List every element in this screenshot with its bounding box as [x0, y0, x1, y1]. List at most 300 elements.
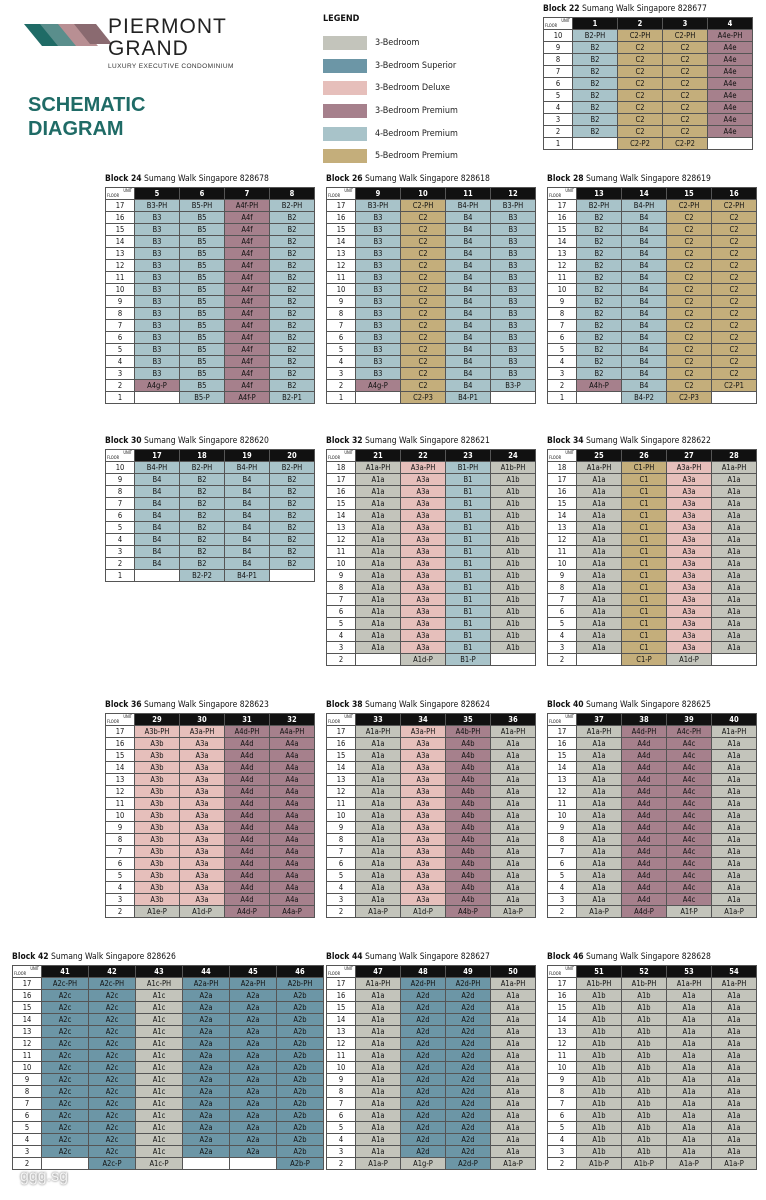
floor-row: [544, 42, 753, 54]
block-title: [105, 436, 315, 447]
unit-cell: A4d-PH: [622, 726, 667, 738]
floor-row: [327, 1026, 536, 1038]
floor-row: [548, 462, 757, 474]
unit-cell: A3b: [135, 846, 180, 858]
unit-cell: A1a: [491, 1038, 536, 1050]
unit-cell: A1a: [356, 522, 401, 534]
unit-cell: A1a: [356, 750, 401, 762]
unit-label: UNIT: [123, 450, 132, 455]
unit-cell: B2: [270, 534, 315, 546]
unit-number: 6: [180, 188, 225, 200]
floor-number: 9: [327, 570, 356, 582]
floor-number: 13: [327, 774, 356, 786]
floor-number: 9: [106, 822, 135, 834]
unit-cell: A1a: [712, 882, 757, 894]
floor-number: 14: [327, 236, 356, 248]
unit-floor-corner: [106, 450, 135, 462]
unit-cell: A2d: [446, 1050, 491, 1062]
floor-row: [548, 344, 757, 356]
floor-row: [327, 606, 536, 618]
unit-cell: A1a: [712, 738, 757, 750]
unit-cell: A1a: [712, 810, 757, 822]
floor-number: 11: [548, 272, 577, 284]
floor-number: 8: [548, 308, 577, 320]
floor-number: 7: [327, 594, 356, 606]
floor-number: 7: [548, 320, 577, 332]
floor-number: 15: [106, 750, 135, 762]
unit-cell: A1a: [577, 594, 622, 606]
floor-number: 17: [327, 978, 356, 990]
unit-cell: A1a: [577, 834, 622, 846]
unit-floor-corner: [548, 966, 577, 978]
floor-row: [327, 296, 536, 308]
floor-number: 2: [327, 654, 356, 666]
floor-row: [548, 786, 757, 798]
legend-swatch: [323, 36, 367, 50]
floor-number: 7: [327, 1098, 356, 1110]
unit-cell: A1a: [356, 810, 401, 822]
unit-cell: A1c: [136, 1086, 183, 1098]
unit-cell: C2: [667, 272, 712, 284]
floor-number: 4: [327, 356, 356, 368]
floor-number: 7: [327, 320, 356, 332]
unit-cell: A1a: [667, 990, 712, 1002]
floor-row: [106, 870, 315, 882]
unit-cell: A1b: [577, 1014, 622, 1026]
floor-number: 6: [548, 332, 577, 344]
unit-cell: A1a: [491, 750, 536, 762]
unit-number: 15: [667, 188, 712, 200]
floor-row: [106, 368, 315, 380]
unit-cell: A2a: [230, 990, 277, 1002]
unit-header-row: [327, 188, 536, 200]
unit-cell: B4: [446, 248, 491, 260]
floor-number: 11: [548, 798, 577, 810]
unit-cell: C2: [667, 296, 712, 308]
unit-cell: C2: [401, 212, 446, 224]
unit-cell: B4: [446, 308, 491, 320]
unit-cell: A3b: [135, 738, 180, 750]
unit-cell: B4: [446, 236, 491, 248]
empty-cell: [135, 570, 180, 582]
unit-cell: A3b: [135, 870, 180, 882]
unit-cell: A4a: [270, 894, 315, 906]
unit-cell: B5: [180, 320, 225, 332]
unit-grid: [326, 965, 536, 1170]
floor-number: 17: [13, 978, 42, 990]
unit-cell: A1a: [356, 1014, 401, 1026]
floor-number: 4: [548, 630, 577, 642]
floor-number: 3: [13, 1146, 42, 1158]
unit-cell: A1a: [577, 786, 622, 798]
unit-cell: B3: [491, 272, 536, 284]
floor-row: [106, 522, 315, 534]
unit-cell: A3b: [135, 810, 180, 822]
floor-row: [548, 1074, 757, 1086]
unit-cell: C1: [622, 510, 667, 522]
floor-row: [548, 762, 757, 774]
unit-cell: B3-PH: [135, 200, 180, 212]
floor-row: [327, 582, 536, 594]
floor-label: FLOOR: [549, 193, 562, 198]
unit-cell: C2: [618, 54, 663, 66]
block-name: Block 36: [105, 700, 142, 710]
unit-cell: B4-PH: [622, 200, 667, 212]
floor-row: [327, 236, 536, 248]
floor-number: 12: [13, 1038, 42, 1050]
unit-cell: A1b: [622, 990, 667, 1002]
floor-row: [106, 236, 315, 248]
floor-label: FLOOR: [549, 455, 562, 460]
unit-cell: B2: [270, 510, 315, 522]
floor-row: [327, 762, 536, 774]
floor-number: 10: [327, 558, 356, 570]
unit-cell: C2: [667, 320, 712, 332]
unit-cell: A1a: [356, 882, 401, 894]
unit-cell: C2: [667, 284, 712, 296]
unit-cell: A4b: [446, 810, 491, 822]
floor-row: [327, 750, 536, 762]
unit-cell: C2: [663, 90, 708, 102]
unit-cell: A1a: [491, 1122, 536, 1134]
unit-cell: B2: [577, 236, 622, 248]
unit-cell: A1a: [667, 1062, 712, 1074]
unit-cell: B4: [446, 380, 491, 392]
unit-cell: C2: [618, 126, 663, 138]
unit-cell: C2-PH: [401, 200, 446, 212]
unit-cell: C2: [667, 332, 712, 344]
unit-cell: A1a-P: [491, 906, 536, 918]
floor-number: 14: [106, 236, 135, 248]
unit-cell: A1a: [667, 1086, 712, 1098]
floor-row: [327, 462, 536, 474]
unit-cell: A2a: [230, 1134, 277, 1146]
unit-number: 33: [356, 714, 401, 726]
unit-cell: A1a-PH: [356, 462, 401, 474]
unit-number: 42: [89, 966, 136, 978]
floor-label: FLOOR: [549, 719, 562, 724]
floor-number: 6: [327, 858, 356, 870]
unit-number: 46: [277, 966, 324, 978]
unit-cell: A2b: [277, 990, 324, 1002]
unit-cell: B4: [135, 486, 180, 498]
unit-cell: A1b: [577, 990, 622, 1002]
floor-row: [548, 236, 757, 248]
unit-number: 38: [622, 714, 667, 726]
unit-cell: A4d: [622, 858, 667, 870]
floor-row: [548, 272, 757, 284]
unit-cell: B4: [135, 498, 180, 510]
unit-cell: A1b: [491, 498, 536, 510]
floor-number: 17: [548, 726, 577, 738]
unit-cell: B2: [270, 486, 315, 498]
unit-cell: A1a: [356, 606, 401, 618]
block-block-38: [326, 700, 536, 918]
floor-row: [106, 726, 315, 738]
floor-row: [327, 392, 536, 404]
floor-row: [327, 474, 536, 486]
floor-number: 5: [327, 870, 356, 882]
unit-cell: A2a-PH: [230, 978, 277, 990]
unit-header-row: [544, 18, 753, 30]
unit-cell: A1a: [712, 558, 757, 570]
block-address: Sumang Walk Singapore 828624: [362, 700, 490, 710]
unit-cell: A2c: [89, 1062, 136, 1074]
unit-cell: A2d: [446, 1098, 491, 1110]
unit-cell: A1b: [491, 606, 536, 618]
unit-cell: A1a: [356, 1038, 401, 1050]
unit-cell: B1: [446, 594, 491, 606]
unit-cell: A1a: [491, 1050, 536, 1062]
unit-cell: A4c: [667, 738, 712, 750]
unit-cell: A1a: [577, 870, 622, 882]
unit-cell: B2: [577, 332, 622, 344]
block-title: [543, 4, 753, 15]
unit-cell: C2: [712, 320, 757, 332]
unit-cell: C2: [667, 356, 712, 368]
unit-cell: B3-PH: [491, 200, 536, 212]
floor-number: 16: [548, 990, 577, 1002]
unit-cell: A4c: [667, 786, 712, 798]
unit-cell: B3-PH: [356, 200, 401, 212]
floor-row: [327, 882, 536, 894]
floor-row: [106, 546, 315, 558]
unit-cell: B2: [270, 260, 315, 272]
unit-cell: A4b: [446, 738, 491, 750]
unit-cell: A3a: [667, 474, 712, 486]
floor-number: 15: [548, 224, 577, 236]
unit-cell: A2a: [183, 1062, 230, 1074]
unit-cell: C2: [618, 42, 663, 54]
floor-row: [13, 1014, 324, 1026]
floor-number: 15: [327, 498, 356, 510]
unit-cell: A1a: [491, 822, 536, 834]
floor-number: 13: [548, 248, 577, 260]
unit-cell: B4: [622, 380, 667, 392]
block-name: Block 34: [547, 436, 584, 446]
legend-items: [323, 32, 458, 168]
block-address: Sumang Walk Singapore 828621: [362, 436, 490, 446]
floor-row: [548, 1050, 757, 1062]
unit-cell: A1b: [622, 1122, 667, 1134]
unit-cell: B3: [356, 320, 401, 332]
floor-number: 10: [548, 558, 577, 570]
unit-cell: A4b: [446, 894, 491, 906]
unit-cell: B2: [573, 126, 618, 138]
unit-cell: A3a: [401, 834, 446, 846]
unit-cell: A1a: [356, 786, 401, 798]
legend-label: 3-Bedroom: [375, 38, 420, 49]
brand-tagline: LUXURY EXECUTIVE CONDOMINIUM: [108, 63, 234, 70]
legend-item: [323, 122, 458, 145]
unit-cell: A1c: [136, 1134, 183, 1146]
unit-cell: C2: [401, 320, 446, 332]
floor-row: [327, 1086, 536, 1098]
unit-cell: A2a: [183, 1134, 230, 1146]
unit-floor-corner: [327, 188, 356, 200]
unit-cell: A4a: [270, 858, 315, 870]
unit-label: UNIT: [344, 450, 353, 455]
unit-cell: B3: [491, 308, 536, 320]
unit-cell: A1b: [577, 1026, 622, 1038]
floor-number: 16: [327, 990, 356, 1002]
unit-cell: B2: [270, 356, 315, 368]
floor-row: [106, 248, 315, 260]
floor-number: 7: [106, 846, 135, 858]
floor-row: [548, 858, 757, 870]
floor-number: 1: [327, 392, 356, 404]
unit-cell: A1a: [356, 1026, 401, 1038]
unit-floor-corner: [327, 450, 356, 462]
floor-number: 2: [327, 1158, 356, 1170]
unit-cell: B3: [135, 368, 180, 380]
unit-cell: B5: [180, 332, 225, 344]
unit-cell: B4: [225, 522, 270, 534]
unit-cell: A3a: [401, 618, 446, 630]
unit-cell: A2d: [401, 1122, 446, 1134]
unit-cell: A2b-PH: [277, 978, 324, 990]
floor-number: 8: [106, 486, 135, 498]
floor-row: [544, 54, 753, 66]
unit-number: 1: [573, 18, 618, 30]
block-name: Block 30: [105, 436, 142, 446]
unit-cell: A1c: [136, 990, 183, 1002]
unit-header-row: [548, 966, 757, 978]
floor-number: 13: [327, 248, 356, 260]
unit-cell: A4f: [225, 212, 270, 224]
unit-number: 53: [667, 966, 712, 978]
floor-label: FLOOR: [328, 455, 341, 460]
floor-number: 13: [327, 522, 356, 534]
unit-cell: A3a-PH: [401, 726, 446, 738]
unit-cell: A4f: [225, 320, 270, 332]
unit-cell: A4d: [622, 822, 667, 834]
block-name: Block 46: [547, 952, 584, 962]
unit-cell: A3a: [401, 630, 446, 642]
unit-cell: A2c: [89, 1098, 136, 1110]
block-block-34: [547, 436, 757, 666]
unit-label: UNIT: [565, 188, 574, 193]
unit-cell: A2a: [230, 1086, 277, 1098]
unit-cell: B4: [135, 546, 180, 558]
unit-cell: B3: [135, 344, 180, 356]
floor-number: 15: [327, 1002, 356, 1014]
unit-cell: A2c: [89, 1074, 136, 1086]
floor-row: [327, 774, 536, 786]
floor-number: 4: [548, 356, 577, 368]
unit-cell: A1g-P: [401, 1158, 446, 1170]
unit-cell: B4: [622, 296, 667, 308]
unit-cell: A1a: [356, 570, 401, 582]
unit-cell: A2a: [183, 1050, 230, 1062]
floor-row: [327, 308, 536, 320]
floor-number: 10: [548, 810, 577, 822]
floor-label: FLOOR: [328, 193, 341, 198]
floor-row: [106, 308, 315, 320]
unit-cell: A1a: [577, 474, 622, 486]
unit-cell: A2d: [446, 990, 491, 1002]
unit-cell: C2: [401, 296, 446, 308]
legend-label: 5-Bedroom Premium: [375, 151, 458, 162]
unit-cell: A1a: [356, 486, 401, 498]
unit-cell: C2-P3: [667, 392, 712, 404]
unit-cell: B1: [446, 498, 491, 510]
unit-cell: B4: [446, 212, 491, 224]
unit-cell: A3b: [135, 858, 180, 870]
unit-cell: A1b: [577, 1098, 622, 1110]
floor-row: [106, 558, 315, 570]
unit-cell: A4g-P: [356, 380, 401, 392]
unit-cell: A3a: [180, 774, 225, 786]
unit-cell: B3: [356, 296, 401, 308]
unit-cell: A1a: [712, 618, 757, 630]
unit-cell: A4d-P: [622, 906, 667, 918]
unit-cell: A2c: [89, 1002, 136, 1014]
floor-number: 10: [327, 810, 356, 822]
unit-cell: B4: [446, 272, 491, 284]
floor-number: 3: [327, 894, 356, 906]
empty-cell: [712, 654, 757, 666]
unit-cell: A4b-PH: [446, 726, 491, 738]
floor-row: [106, 894, 315, 906]
legend-label: 4-Bedroom Premium: [375, 128, 458, 139]
floor-number: 13: [548, 1026, 577, 1038]
unit-label: UNIT: [30, 966, 39, 971]
unit-cell: A1a: [577, 534, 622, 546]
unit-cell: A2a: [183, 1098, 230, 1110]
floor-number: 17: [327, 200, 356, 212]
floor-number: 5: [13, 1122, 42, 1134]
floor-row: [327, 786, 536, 798]
unit-cell: B2: [180, 558, 225, 570]
unit-cell: A1a: [712, 858, 757, 870]
unit-cell: A4a: [270, 750, 315, 762]
unit-cell: B5-P: [180, 392, 225, 404]
unit-cell: A1b-PH: [622, 978, 667, 990]
unit-cell: A1a: [491, 1074, 536, 1086]
unit-cell: A1b: [491, 582, 536, 594]
floor-number: 16: [327, 212, 356, 224]
unit-floor-corner: [327, 714, 356, 726]
unit-cell: A1a: [491, 786, 536, 798]
page-title-line-2: DIAGRAM: [28, 118, 124, 140]
unit-cell: B3: [135, 296, 180, 308]
floor-row: [327, 594, 536, 606]
unit-cell: A1a: [356, 774, 401, 786]
floor-number: 10: [106, 462, 135, 474]
floor-number: 7: [13, 1098, 42, 1110]
unit-cell: A3b: [135, 822, 180, 834]
floor-number: 6: [327, 606, 356, 618]
unit-cell: A1b: [577, 1134, 622, 1146]
floor-row: [544, 78, 753, 90]
legend-title: LEGEND: [323, 14, 360, 24]
unit-cell: B3: [135, 212, 180, 224]
unit-cell: A4d: [622, 894, 667, 906]
unit-number: 28: [712, 450, 757, 462]
floor-row: [327, 654, 536, 666]
floor-row: [106, 798, 315, 810]
unit-cell: B4: [135, 522, 180, 534]
floor-number: 3: [327, 1146, 356, 1158]
unit-cell: A4b: [446, 798, 491, 810]
unit-cell: A1a: [577, 750, 622, 762]
floor-number: 6: [544, 78, 573, 90]
unit-cell: A1a: [356, 474, 401, 486]
unit-cell: A2a: [230, 1014, 277, 1026]
unit-cell: A1a: [491, 894, 536, 906]
unit-cell: A1a: [712, 606, 757, 618]
